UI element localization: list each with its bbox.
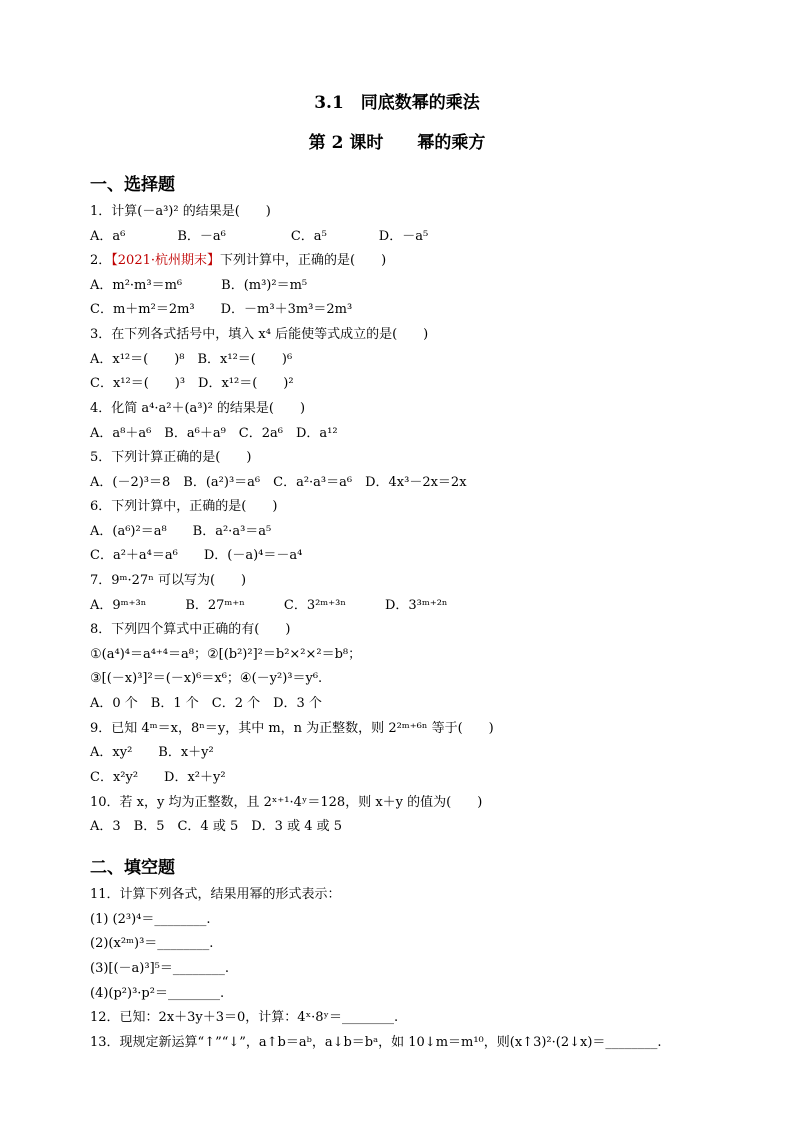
- question-7-options: A．9ᵐ⁺³ⁿ B．27ᵐ⁺ⁿ C．3²ᵐ⁺³ⁿ D．3³ᵐ⁺²ⁿ: [90, 598, 448, 613]
- question-4-options: A．a⁸＋a⁶ B．a⁶＋a⁹ C．2a⁶ D．a¹²: [90, 426, 338, 441]
- question-11-part-1: (1) (2³)⁴＝________.: [90, 912, 211, 927]
- question-9-options-cd: C．x²y² D．x²＋y²: [90, 770, 226, 785]
- question-9-options-ab: A．xy² B．x＋y²: [90, 745, 214, 760]
- question-1-options: A．a⁶ B．－a⁶ C．a⁵ D．－a⁵: [90, 229, 429, 244]
- question-5: 5．下列计算正确的是( ): [90, 450, 252, 465]
- question-13: 13．现规定新运算“↑”“↓”，a↑b＝aᵇ，a↓b＝bᵃ，如 10↓m＝m¹⁰，则(x↑3)²·(2↓x)＝________.: [90, 1035, 662, 1050]
- question-11-part-2: (2)(x²ᵐ)³＝________.: [90, 936, 214, 951]
- question-3-options-cd: C．x¹²＝( )³ D．x¹²＝( )²: [90, 376, 294, 391]
- page-title: 3.1 同底数幂的乘法: [314, 93, 480, 113]
- question-11-part-3: (3)[(－a)³]⁵＝________.: [90, 961, 230, 976]
- source-tag: 【2021·杭州期末】: [111, 253, 220, 268]
- question-8: 8．下列四个算式中正确的有( ): [90, 622, 291, 637]
- question-7: 7．9ᵐ·27ⁿ 可以写为( ): [90, 573, 247, 588]
- section-heading-fill: 二、填空题: [90, 858, 175, 878]
- question-4: 4．化简 a⁴·a²＋(a³)² 的结果是( ): [90, 401, 306, 416]
- question-6: 6．下列计算中，正确的是( ): [90, 499, 278, 514]
- section-heading-choice: 一、选择题: [90, 175, 175, 195]
- question-2-number: 2．: [90, 253, 112, 268]
- question-8-items-34: ③[(－x)³]²＝(－x)⁶＝x⁶；④(－y²)³＝y⁶.: [90, 671, 323, 686]
- question-3: 3．在下列各式括号中，填入 x⁴ 后能使等式成立的是( ): [90, 327, 429, 342]
- question-1: 1．计算(－a³)² 的结果是( ): [90, 204, 271, 219]
- question-2-text: 下列计算中，正确的是( ): [220, 253, 387, 268]
- question-2-options-cd: C．m＋m²＝2m³ D．－m³＋3m³＝2m³: [90, 302, 353, 317]
- question-11-part-4: (4)(p²)³·p²＝________.: [90, 986, 225, 1001]
- question-6-options-ab: A．(a⁶)²＝a⁸ B．a²·a³＝a⁵: [90, 524, 272, 539]
- question-8-items-12: ①(a⁴)⁴＝a⁴⁺⁴＝a⁸；②[(b²)²]²＝b²×²×²＝b⁸；: [90, 647, 362, 662]
- question-10: 10．若 x，y 均为正整数，且 2ˣ⁺¹·4ʸ＝128，则 x＋y 的值为( ): [90, 795, 483, 810]
- question-5-options: A．(－2)³＝8 B．(a²)³＝a⁶ C．a²·a³＝a⁶ D．4x³－2x＝2x: [90, 475, 467, 490]
- question-12: 12．已知：2x＋3y＋3＝0，计算：4ˣ·8ʸ＝________.: [90, 1010, 399, 1025]
- question-8-options: A．0 个 B．1 个 C．2 个 D．3 个: [90, 696, 322, 711]
- page-subtitle: 第 2 课时 幂的乘方: [308, 133, 486, 153]
- question-3-options-ab: A．x¹²＝( )⁸ B．x¹²＝( )⁶: [90, 352, 293, 367]
- question-10-options: A．3 B．5 C．4 或 5 D．3 或 4 或 5: [90, 819, 343, 834]
- question-11: 11．计算下列各式，结果用幂的形式表示：: [90, 887, 341, 902]
- question-2-options-ab: A．m²·m³＝m⁶ B．(m³)²＝m⁵: [90, 278, 308, 293]
- question-6-options-cd: C．a²＋a⁴＝a⁶ D．(－a)⁴＝－a⁴: [90, 548, 303, 563]
- question-2: [90, 253, 730, 269]
- question-9: 9．已知 4ᵐ＝x，8ⁿ＝y，其中 m，n 为正整数，则 2²ᵐ⁺⁶ⁿ 等于( ): [90, 721, 494, 736]
